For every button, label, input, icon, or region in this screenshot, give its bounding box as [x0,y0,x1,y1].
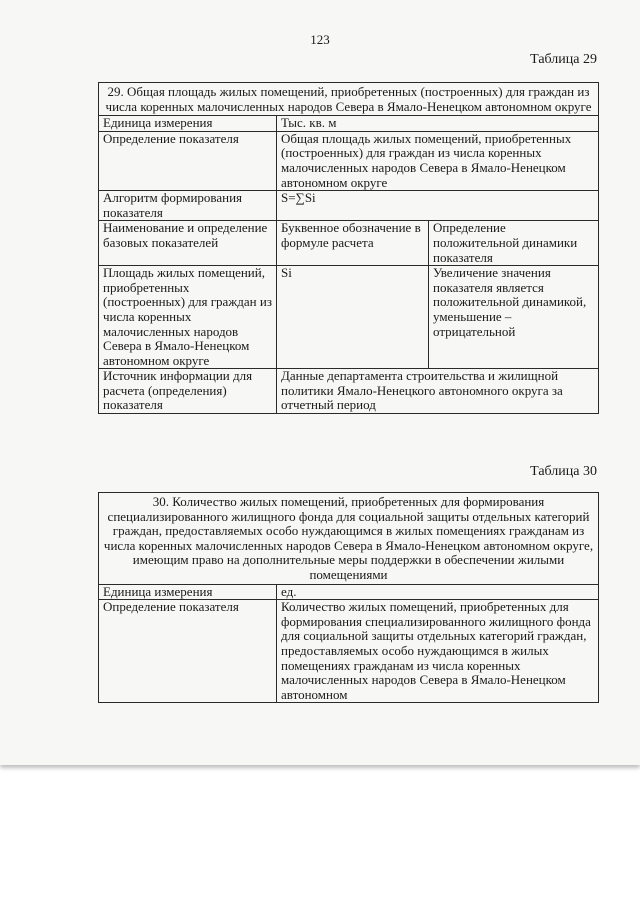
base-indicators-header: Наименование и определение базовых показателей [99,221,277,266]
definition-value: Количество жилых помещений, приобретенных для формирования специализированного жилищного фонда для социальной защиты отдельных категорий граждан, предоставляемых особо нуждающимся в жилых помещениях гражданам из числа коренных малочисленных народов Севера в Ямало-Ненецком автономном [277,600,599,703]
algorithm-value: S=∑Si [277,191,599,221]
table-30 [98,492,599,703]
table-30-label: Таблица 30 [530,464,597,479]
table-29 [98,82,599,414]
page-number: 123 [310,32,330,47]
definition-value: Общая площадь жилых помещений, приобретенных (построенных) для граждан из числа коренных малочисленных народов Севера в Ямало-Ненецком автономном округе [277,131,599,190]
positive-dynamics-header: Определение положительной динамики показателя [429,221,599,266]
definition-label: Определение показателя [99,600,277,703]
unit-label: Единица измерения [99,584,277,600]
algorithm-label: Алгоритм формирования показателя [99,191,277,221]
table-30-title: 30. Количество жилых помещений, приобретенных для формирования специализированного жилищного фонда для социальной защиты отдельных категорий граждан, предоставляемых особо нуждающимся в жилых помещениях гражданам из числа коренных малочисленных народов Севера в Ямало-Ненецком автономном округе, имеющим право на дополнительные меры поддержки в обеспечении жилыми помещениями [99,493,599,585]
unit-value: Тыс. кв. м [277,116,599,132]
letter-designation-header: Буквенное обозначение в формуле расчета [277,221,429,266]
definition-label: Определение показателя [99,131,277,190]
base-indicator-dynamics: Увеличение значения показателя является положительной динамикой, уменьшение – отрицательной [429,266,599,369]
unit-label: Единица измерения [99,116,277,132]
unit-value: ед. [277,584,599,600]
source-label: Источник информации для расчета (определения) показателя [99,369,277,414]
table-29-title: 29. Общая площадь жилых помещений, приобретенных (построенных) для граждан из числа коренных малочисленных народов Севера в Ямало-Ненецком автономном округе [99,83,599,116]
base-indicator-name: Площадь жилых помещений, приобретенных (построенных) для граждан из числа коренных малочисленных народов Севера в Ямало-Ненецком автономном округе [99,266,277,369]
table-29-label: Таблица 29 [530,52,597,67]
base-indicator-letter: Si [277,266,429,369]
source-value: Данные департамента строительства и жилищной политики Ямало-Ненецкого автономного округа за отчетный период [277,369,599,414]
